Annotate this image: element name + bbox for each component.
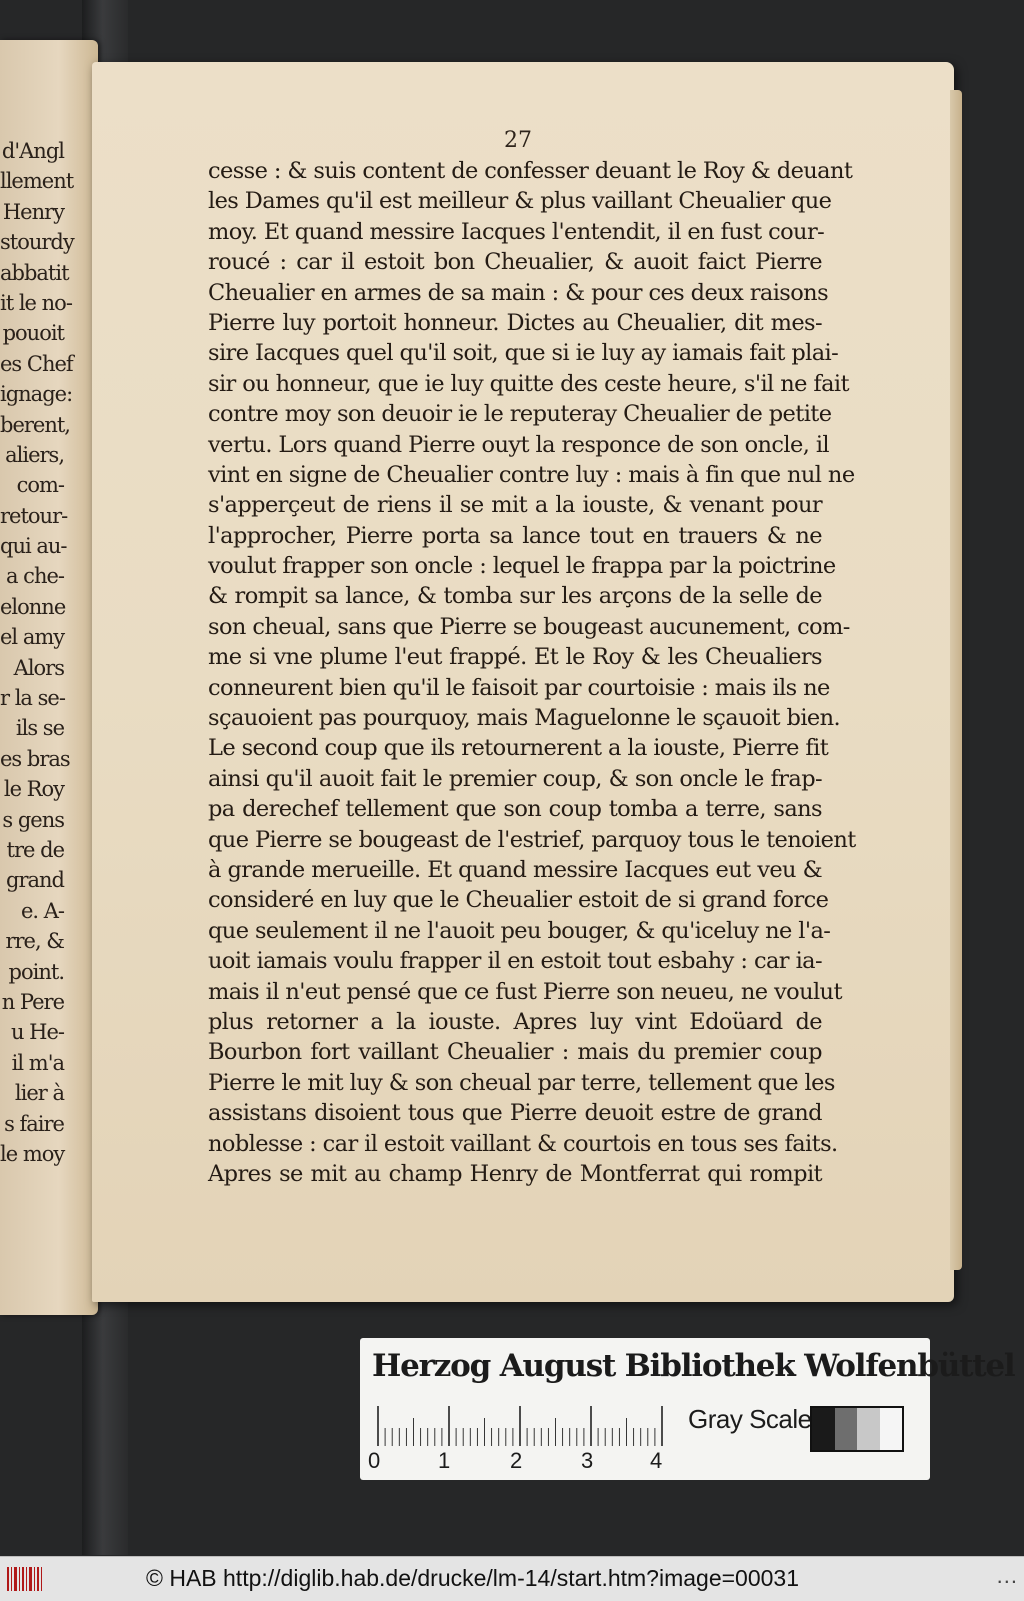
left-page-line: a che- <box>5 564 64 589</box>
gray-swatch-cell <box>835 1408 858 1450</box>
text-line: assistans disoient tous que Pierre deuoit estre de grand <box>208 1100 822 1127</box>
right-page <box>92 62 954 1302</box>
ruler-number: 3 <box>581 1448 594 1473</box>
text-line: roucé : car il estoit bon Cheualier, & auoit faict Pierre <box>208 249 822 276</box>
text-line: s'apperçeut de riens il se mit a la iouste, & venant pour <box>208 492 822 519</box>
left-page-line: llement <box>0 169 74 194</box>
text-line: vertu. Lors quand Pierre ouyt la responce de son oncle, il <box>208 431 830 458</box>
text-line: consideré en luy que le Cheualier estoit de si grand force <box>208 887 829 914</box>
text-line: les Dames qu'il est meilleur & plus vaillant Cheualier que <box>208 188 832 215</box>
text-line: son cheual, sans que Pierre se bougeast aucunement, com- <box>208 613 850 640</box>
ruler-number: 0 <box>368 1448 381 1473</box>
left-page-line: es Chef <box>0 351 73 376</box>
gray-swatch-cell <box>880 1408 903 1450</box>
ruler-number: 2 <box>510 1448 523 1473</box>
library-name: Herzog August Bibliothek Wolfenbüttel <box>372 1348 1015 1384</box>
left-page-line: s gens <box>2 807 64 832</box>
left-page-line: u He- <box>10 1020 64 1045</box>
left-page-line: Alors <box>13 655 64 680</box>
gray-scale-swatch <box>810 1406 904 1452</box>
left-page-line: com- <box>16 473 64 498</box>
left-page-line: berent, <box>0 412 70 437</box>
left-page <box>0 40 98 1315</box>
text-line: voulut frapper son oncle : lequel le frappa par la poictrine <box>208 553 836 580</box>
left-page-line: Henry <box>2 199 64 224</box>
left-page-line: s faire <box>4 1111 64 1136</box>
left-page-line: abbatit <box>0 260 69 285</box>
left-page-line: le moy <box>0 1141 65 1166</box>
more-options-icon[interactable]: ... <box>996 1563 1018 1588</box>
left-page-line: e. A- <box>20 898 64 923</box>
text-line: sir ou honneur, que ie luy quitte des ceste heure, s'il ne fait <box>208 370 849 397</box>
text-line: mais il n'eut pensé que ce fust Pierre son neueu, ne voulut <box>208 978 842 1005</box>
text-line: conneurent bien qu'il le faisoit par courtoisie : mais ils ne <box>208 674 830 701</box>
left-page-line: pouoit <box>2 321 64 346</box>
text-line: noblesse : car il estoit vaillant & courtois en tous ses faits. <box>208 1130 838 1157</box>
text-line: vint en signe de Cheualier contre luy : mais à fin que nul ne <box>208 461 855 488</box>
left-page-line: qui au- <box>0 534 67 559</box>
left-page-line: el amy <box>0 625 65 650</box>
ruler-ticks <box>376 1406 666 1446</box>
text-line: moy. Et quand messire Iacques l'entendit, il en fust cour- <box>208 218 825 245</box>
left-page-line: n Pere <box>1 989 64 1014</box>
page-text-block <box>208 156 856 1189</box>
left-page-line: ils se <box>15 716 64 741</box>
text-line: l'approcher, Pierre porta sa lance tout en trauers & ne <box>208 522 822 549</box>
left-page-line: ignage: <box>0 382 73 407</box>
left-page-line: aliers, <box>5 442 64 467</box>
color-scale-card <box>360 1338 1015 1480</box>
text-line: uoit iamais voulu frapper il en estoit tout esbahy : car ia- <box>208 948 822 975</box>
ruler-number: 4 <box>650 1448 663 1473</box>
page-edge <box>950 90 962 1270</box>
ruler <box>376 1406 666 1446</box>
left-page-line: it le no- <box>0 290 72 315</box>
gray-scale-label: Gray Scale <box>688 1404 812 1434</box>
text-line: sçauoient pas pourquoy, mais Maguelonne le sçauoit bien. <box>208 705 841 732</box>
left-page-line: le Roy <box>3 777 64 802</box>
text-line: Bourbon fort vaillant Cheualier : mais du premier coup <box>208 1039 822 1066</box>
text-line: pa derechef tellement que son coup tomba a terre, sans <box>208 796 822 823</box>
left-page-line: lier à <box>14 1081 64 1106</box>
text-line: Le second coup que ils retournerent a la iouste, Pierre fit <box>208 735 829 762</box>
text-line: que seulement il ne l'auoit peu bouger, & qu'iceluy ne l'a- <box>208 917 831 944</box>
ruler-numbers <box>368 1448 678 1474</box>
left-page-line: elonne <box>0 594 66 619</box>
ruler-number: 1 <box>438 1448 451 1473</box>
left-page-line: stourdy <box>0 230 74 255</box>
gray-swatch-cell <box>857 1408 880 1450</box>
text-line: ainsi qu'il auoit fait le premier coup, & son oncle le frap- <box>208 765 822 792</box>
left-page-line: r la se- <box>0 686 65 711</box>
text-line: contre moy son deuoir ie le reputeray Cheualier de petite <box>208 401 832 428</box>
text-line: me si vne plume l'eut frappé. Et le Roy & les Cheualiers <box>208 644 822 671</box>
left-page-line: d'Angl <box>1 139 64 163</box>
left-page-line: il m'a <box>11 1050 64 1075</box>
text-line: Cheualier en armes de sa main : & pour ces deux raisons <box>208 279 829 306</box>
text-line: cesse : & suis content de confesser deuant le Roy & deuant <box>208 158 853 184</box>
footer-bar <box>0 1556 1024 1601</box>
text-line: Pierre luy portoit honneur. Dictes au Cheualier, dit mes- <box>208 309 822 336</box>
text-line: & rompit sa lance, & tomba sur les arçons de la selle de <box>208 583 822 610</box>
gray-swatch-cell <box>812 1408 835 1450</box>
left-page-line: tre de <box>6 837 64 862</box>
left-page-line: rre, & <box>5 929 64 954</box>
barcode-icon <box>6 1565 46 1593</box>
left-page-text <box>0 136 98 1169</box>
footer-credit-link[interactable]: © HAB http://diglib.hab.de/drucke/lm-14/start.htm?image=00031 <box>146 1565 799 1591</box>
text-line: à grande merueille. Et quand messire Iacques eut veu & <box>208 856 822 883</box>
text-line: Apres se mit au champ Henry de Montferrat qui rompit <box>208 1160 822 1187</box>
text-line: plus retorner a la iouste. Apres luy vint Edoüard de <box>208 1008 822 1035</box>
text-line: Pierre le mit luy & son cheual par terre, tellement que les <box>208 1069 835 1096</box>
left-page-line: es bras <box>0 746 70 771</box>
text-line: que Pierre se bougeast de l'estrief, parquoy tous le tenoient <box>208 826 856 853</box>
page-number: 27 <box>504 128 532 153</box>
left-page-line: point. <box>8 959 64 984</box>
left-page-line: grand <box>6 868 64 893</box>
text-line: sire Iacques quel qu'il soit, que si ie luy ay iamais fait plai- <box>208 340 839 367</box>
left-page-line: retour- <box>0 503 68 528</box>
